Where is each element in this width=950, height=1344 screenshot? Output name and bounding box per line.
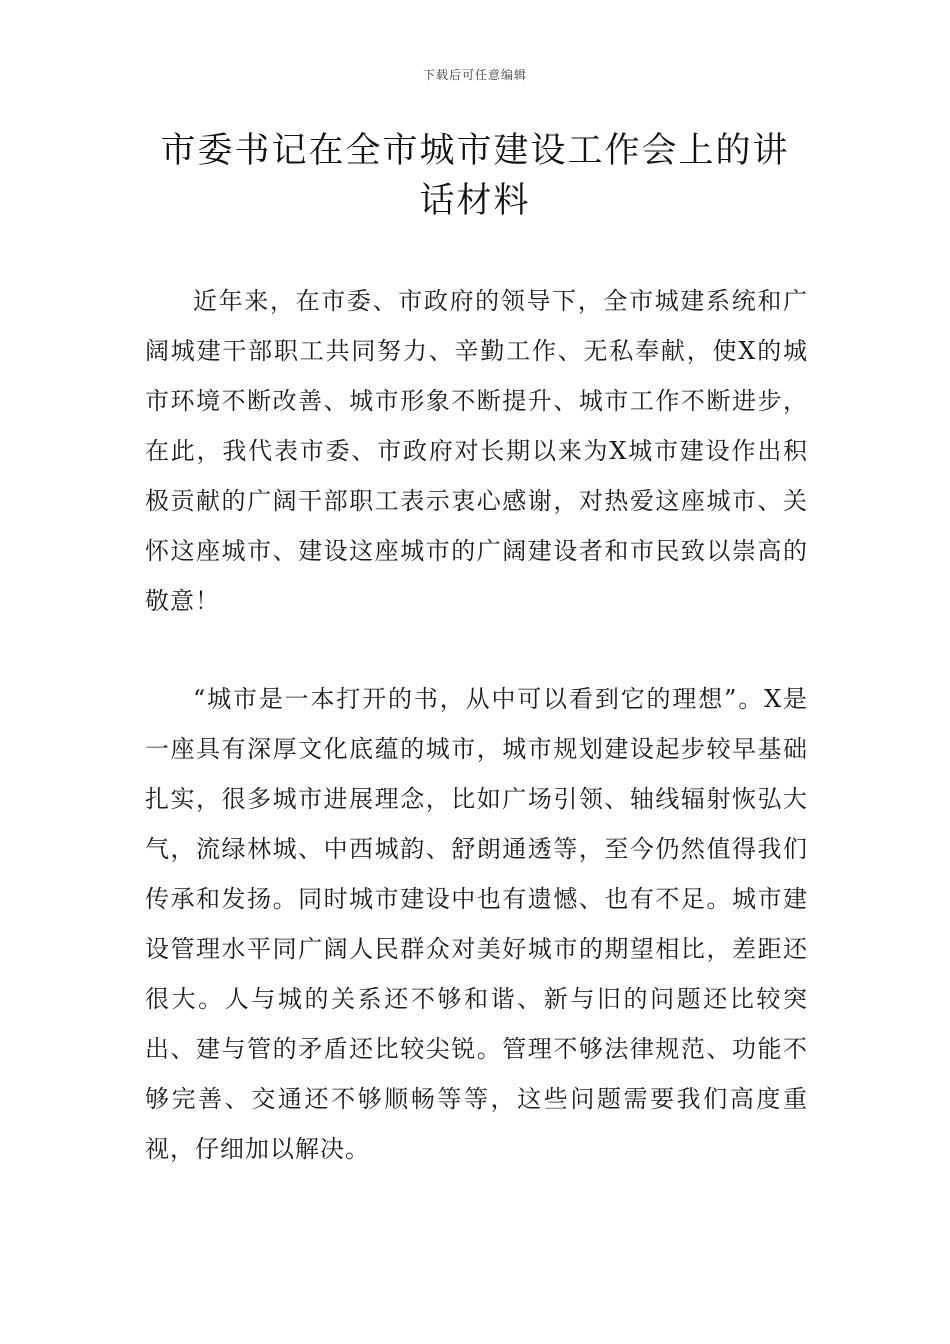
header-note: 下载后可任意编辑 — [422, 68, 527, 82]
body-paragraph-2: “城市是一本打开的书，从中可以看到它的理想”。X是一座具有深厚文化底蕴的城市，城市规划建设起步较早基础扎实，很多城市进展理念，比如广场引领、轴线辐射恢弘大气，流绿林城、中西城韵、舒朗通透等，至今仍然值得我们传承和发扬。同时城市建设中也有遗憾、也有不足。城市建设管理水平同广阔人民群众对美好城市的期望相比，差距还很大。人与城的关系还不够和谐、新与旧的问题还比较突出、建与管的矛盾还比较尖锐。管理不够法律规范、功能不够完善、交通还不够顺畅等等，这些问题需要我们高度重视，仔细加以解决。 — [145, 685, 808, 1163]
document-title: 市委书记在全市城市建设工作会上的讲话材料 — [160, 131, 790, 221]
body-paragraph-1: 近年来，在市委、市政府的领导下，全市城建系统和广阔城建干部职工共同努力、辛勤工作、无私奉献，使X的城市环境不断改善、城市形象不断提升、城市工作不断进步，在此，我代表市委、市政府对长期以来为X城市建设作出积极贡献的广阔干部职工表示衷心感谢，对热爱这座城市、关怀这座城市、建设这座城市的广阔建设者和市民致以崇高的敬意！ — [145, 287, 808, 615]
